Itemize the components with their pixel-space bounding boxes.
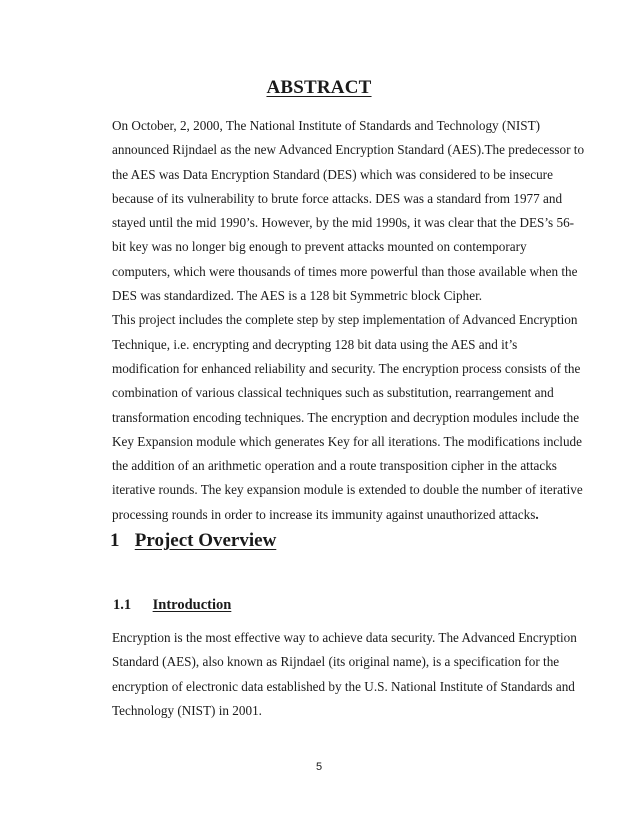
page-number: 5 <box>315 761 323 773</box>
section-title: Project Overview <box>134 530 277 551</box>
introduction-line: Standard (AES), also known as Rijndael (its original name), is a specification for the <box>112 654 560 670</box>
subsection-heading <box>113 597 231 614</box>
abstract-body <box>112 114 585 527</box>
abstract-line: bit key was no longer big enough to prevent attacks mounted on contemporary <box>112 239 527 255</box>
abstract-line: the AES was Data Encryption Standard (DES) which was considered to be insecure <box>112 166 553 182</box>
abstract-title: ABSTRACT <box>266 77 372 98</box>
abstract-line: announced Rijndael as the new Advanced Encryption Standard (AES).The predecessor to <box>112 142 585 158</box>
abstract-line: DES was standardized. The AES is a 128 bit Symmetric block Cipher. <box>112 288 483 304</box>
abstract-line: iterative rounds. The key expansion module is extended to double the number of iterative <box>112 482 583 498</box>
abstract-line: On October, 2, 2000, The National Institute of Standards and Technology (NIST) <box>112 118 541 133</box>
abstract-line: stayed until the mid 1990’s. However, by the mid 1990s, it was clear that the DES’s 56- <box>112 215 575 231</box>
section-number: 1 <box>110 530 120 551</box>
abstract-line: the addition of an arithmetic operation and a route transposition cipher in the attacks <box>112 458 557 474</box>
abstract-line: because of its vulnerability to brute force attacks. DES was a standard from 1977 and <box>112 190 563 206</box>
introduction-line: encryption of electronic data established by the U.S. National Institute of Standards and <box>112 678 575 694</box>
abstract-line: Technique, i.e. encrypting and decrypting 128 bit data using the AES and it’s <box>112 336 518 352</box>
abstract-line-last <box>112 503 564 527</box>
abstract-final-period: . <box>535 506 539 522</box>
section-heading <box>110 530 276 552</box>
abstract-line: This project includes the complete step by step implementation of Advanced Encryption <box>112 312 578 328</box>
abstract-line: Key Expansion module which generates Key for all iterations. The modifications include <box>112 433 582 449</box>
abstract-line: computers, which were thousands of times more powerful than those available when the <box>112 263 578 279</box>
introduction-body <box>112 626 577 723</box>
subsection-title: Introduction <box>152 597 232 613</box>
subsection-number: 1.1 <box>113 597 132 613</box>
abstract-line: modification for enhanced reliability and security. The encryption process consists of the <box>112 360 581 376</box>
introduction-line: Encryption is the most effective way to achieve data security. The Advanced Encryption <box>112 630 577 645</box>
introduction-line: Technology (NIST) in 2001. <box>112 702 262 718</box>
abstract-line: transformation encoding techniques. The encryption and decryption modules include the <box>112 409 580 425</box>
abstract-line: combination of various classical techniques such as substitution, rearrangement and <box>112 385 554 401</box>
abstract-line-text: processing rounds in order to increase its immunity against unauthorized attacks <box>112 506 536 522</box>
